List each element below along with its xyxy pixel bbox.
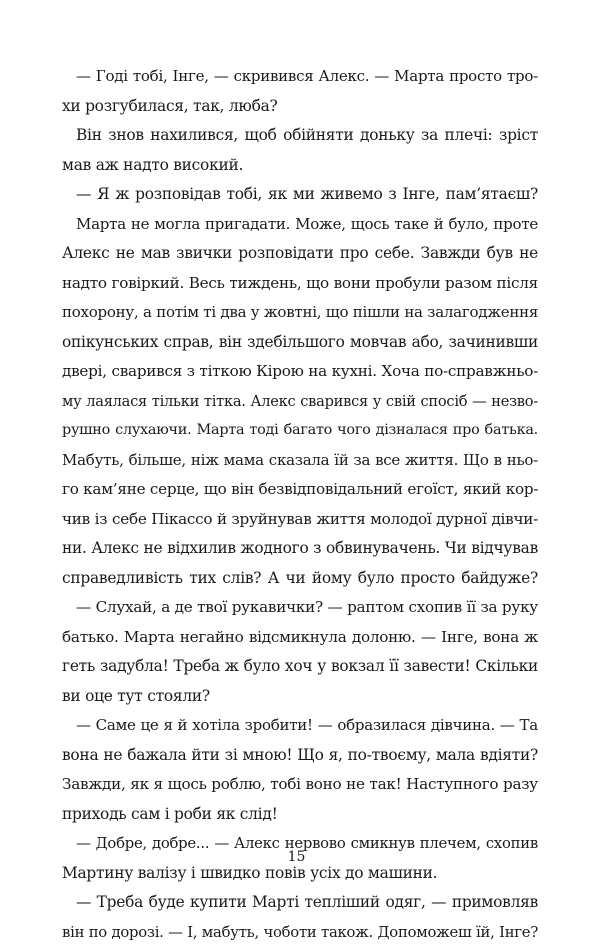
text-line: го кам’яне серце, що він безвідповідальний егоїст, який кор-	[62, 475, 538, 505]
text-line: рушно слухаючи. Марта тоді багато чого дізналася про батька.	[62, 416, 538, 446]
text-line: він по дорозі. — І, мабуть, чоботи також. Допоможеш їй, Інге?	[62, 918, 538, 947]
text-line: — Я ж розповідав тобі, як ми живемо з Інге, пам’ятаєш?	[62, 180, 538, 210]
text-line: Завжди, як я щось роблю, тобі воно не так! Наступного разу	[62, 770, 538, 800]
text-line: — Добре, добре... — Алекс нервово смикнув плечем, схопив	[62, 829, 538, 859]
text-line: Мартину валізу і швидко повів усіх до машини.	[62, 859, 538, 889]
body-text	[62, 62, 538, 947]
text-line: Алекс не мав звички розповідати про себе. Завжди був не	[62, 239, 538, 269]
text-line: Мабуть, більше, ніж мама сказала їй за все життя. Що в ньо-	[62, 446, 538, 476]
text-line: Він знов нахилився, щоб обійняти доньку за плечі: зріст	[62, 121, 538, 151]
text-line: ни. Алекс не відхилив жодного з обвинувачень. Чи відчував	[62, 534, 538, 564]
text-line: Марта не могла пригадати. Може, щось таке й було, проте	[62, 210, 538, 240]
text-line: двері, сварився з тіткою Кірою на кухні. Хоча по-справжньо-	[62, 357, 538, 387]
text-line: похорону, а потім ті два у жовтні, що пішли на залагодження	[62, 298, 538, 328]
text-line: опікунських справ, він здебільшого мовчав або, зачинивши	[62, 328, 538, 358]
text-line: надто говіркий. Весь тиждень, що вони пробули разом після	[62, 269, 538, 299]
text-line: геть задубла! Треба ж було хоч у вокзал її завести! Скільки	[62, 652, 538, 682]
page-number: 15	[0, 847, 593, 867]
text-line: — Треба буде купити Марті тепліший одяг, — примовляв	[62, 888, 538, 918]
text-line: — Слухай, а де твої рукавички? — раптом схопив її за руку	[62, 593, 538, 623]
text-line: батько. Марта негайно відсмикнула долоню. — Інге, вона ж	[62, 623, 538, 653]
text-line: — Годі тобі, Інге, — скривився Алекс. — Марта просто тро-	[62, 62, 538, 92]
text-line: чив із себе Пікассо й зруйнував життя молодої дурної дівчи-	[62, 505, 538, 535]
text-line: вона не бажала йти зі мною! Що я, по-твоєму, мала вдіяти?	[62, 741, 538, 771]
text-line: хи розгубилася, так, люба?	[62, 92, 538, 122]
text-line: — Саме це я й хотіла зробити! — образилася дівчина. — Та	[62, 711, 538, 741]
text-line: приходь сам і роби як слід!	[62, 800, 538, 830]
text-line: ви оце тут стояли?	[62, 682, 538, 712]
text-line: мав аж надто високий.	[62, 151, 538, 181]
text-line: справедливість тих слів? А чи йому було просто байдуже?	[62, 564, 538, 594]
text-line: му лаялася тільки тітка. Алекс сварився у свій спосіб — незво-	[62, 387, 538, 417]
